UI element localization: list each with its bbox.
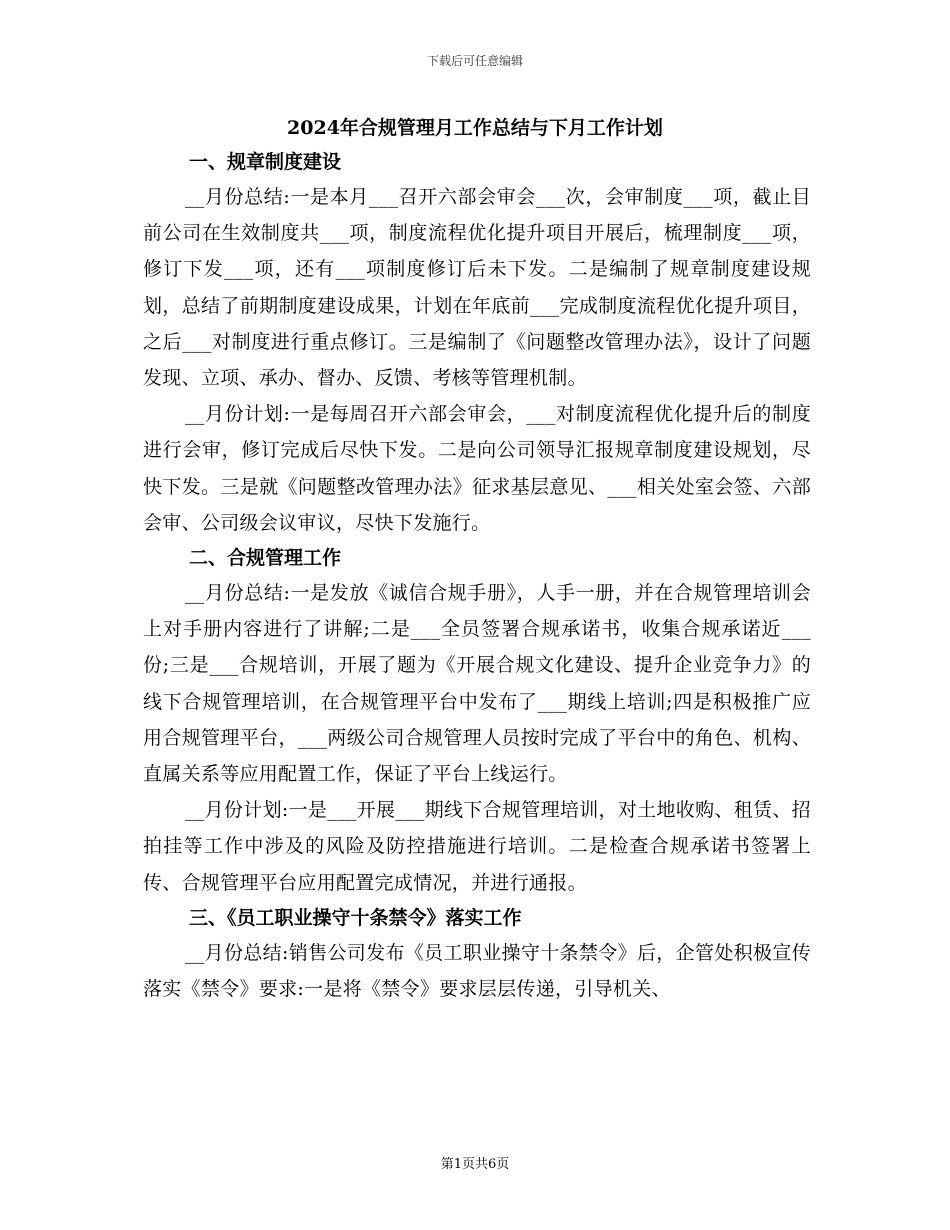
section-2-summary-paragraph: __月份总结:一是发放《诚信合规手册》，人手一册，并在合规管理培训会上对手册内容进行了讲解;二是___全员签署合规承诺书，收集合规承诺近___份;三是___合规培训，开展了题为《开展合规文化建设、提升企业竞争力》的线下合规管理培训，在合规管理平台中发布了___期线上培训;四是积极推广应用合规管理平台，___两级公司合规管理人员按时完成了平台中的角色、机构、直属关系等应用配置工作，保证了平台上线运行。 <box>143 582 811 786</box>
section-1-plan-paragraph: __月份计划:一是每周召开六部会审会，___对制度流程优化提升后的制度进行会审，修订完成后尽快下发。二是向公司领导汇报规章制度建设规划，尽快下发。三是就《问题整改管理办法》征求基层意见、___相关处室会签、六部会审、公司级会议审议，尽快下发施行。 <box>143 403 811 534</box>
page-number: 第1页共6页 <box>440 1157 510 1172</box>
section-2-plan-paragraph: __月份计划:一是___开展___期线下合规管理培训，对土地收购、租赁、招拍挂等工作中涉及的风险及防控措施进行培训。二是检查合规承诺书签署上传、合规管理平台应用配置完成情况，并进行通报。 <box>143 799 811 894</box>
document-title: 2024年合规管理月工作总结与下月工作计划 <box>287 117 663 139</box>
section-3-summary-paragraph: __月份总结:销售公司发布《员工职业操守十条禁令》后，企管处积极宣传落实《禁令》要求:一是将《禁令》要求层层传递，引导机关、 <box>143 941 811 1001</box>
section-1-summary-paragraph: __月份总结:一是本月___召开六部会审会___次，会审制度___项，截止目前公司在生效制度共___项，制度流程优化提升项目开展后，梳理制度___项，修订下发___项，还有___项制度修订后未下发。二是编制了规章制度建设规划，总结了前期制度建设成果，计划在年底前___完成制度流程优化提升项目，之后___对制度进行重点修订。三是编制了《问题整改管理办法》，设计了问题发现、立项、承办、督办、反馈、考核等管理机制。 <box>143 186 811 390</box>
section-heading-1: 一、规章制度建设 <box>189 151 342 173</box>
document-body <box>143 145 811 1007</box>
header-note: 下载后可任意编辑 <box>426 54 523 68</box>
section-heading-3: 三、《员工职业操守十条禁令》落实工作 <box>189 906 522 929</box>
section-heading-2: 二、合规管理工作 <box>189 547 342 570</box>
